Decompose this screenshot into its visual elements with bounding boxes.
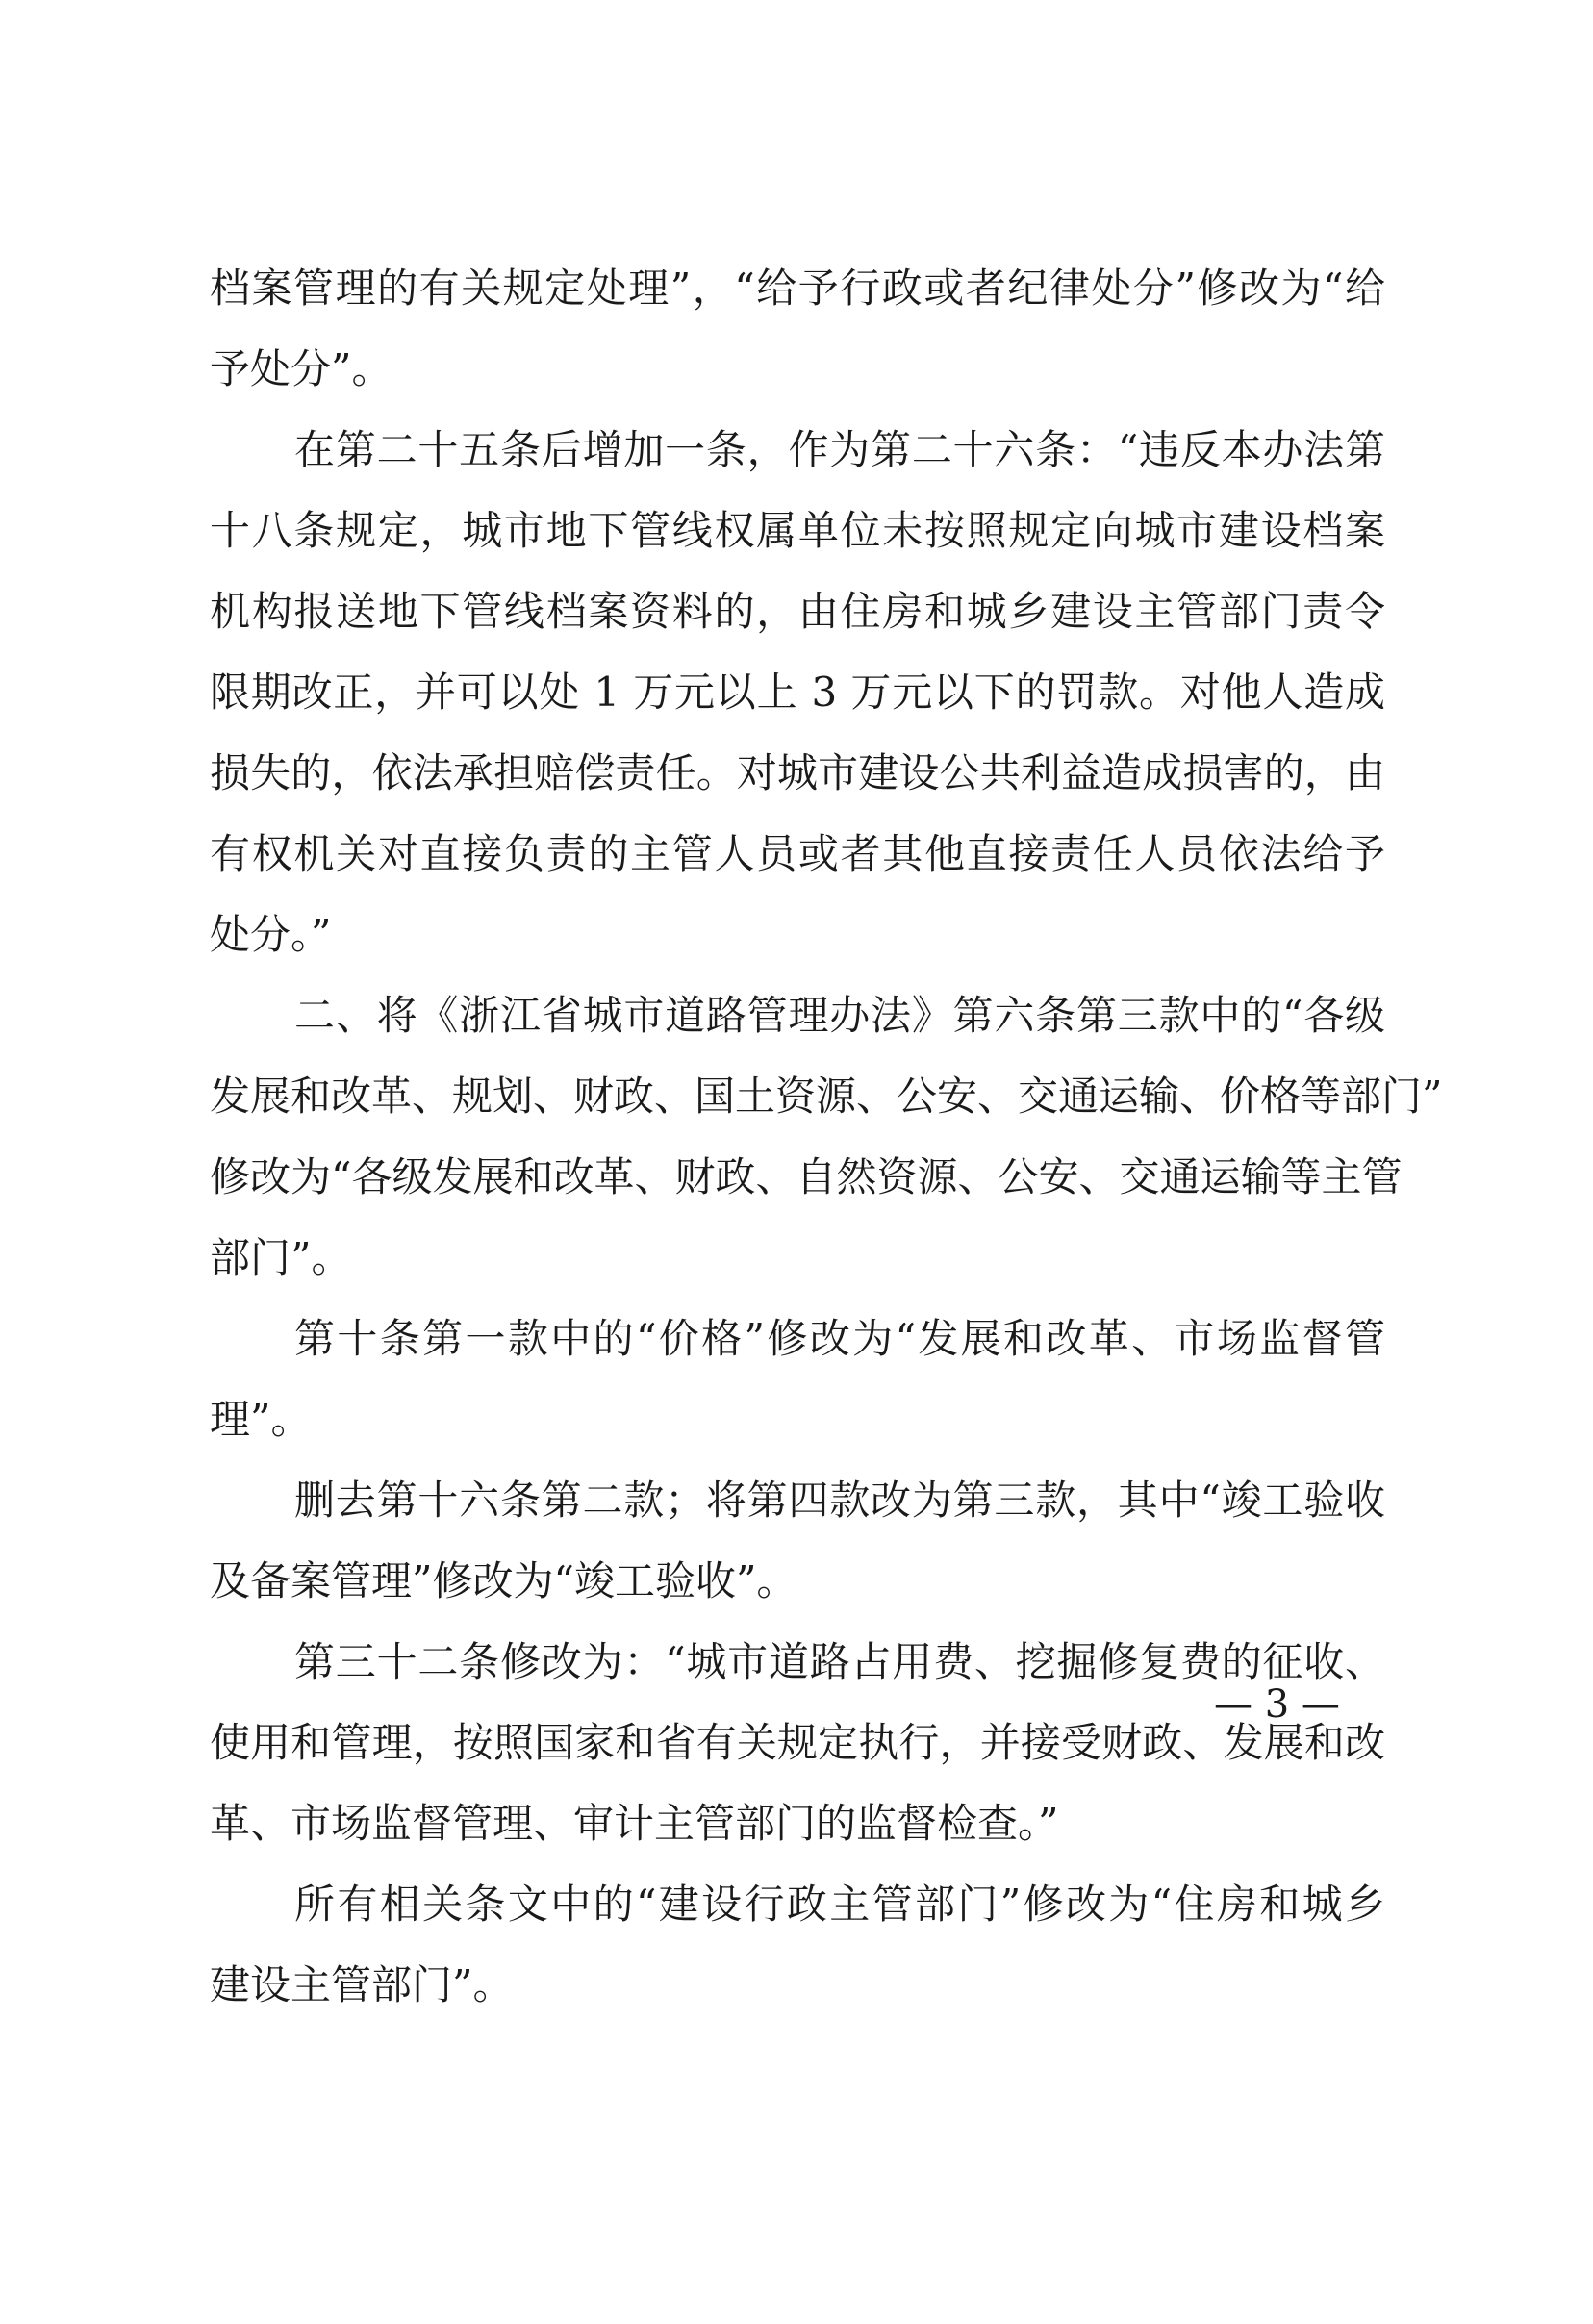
- text-line: 档案管理的有关规定处理”，“给予行政或者纪律处分”修改为“给: [210, 265, 1385, 312]
- text-line: 所有相关条文中的“建设行政主管部门”修改为“住房和城乡: [294, 1881, 1385, 1928]
- text-line: 十八条规定，城市地下管线权属单位未按照规定向城市建设档案: [210, 507, 1385, 554]
- text-line: 删去第十六条第二款；将第四款改为第三款，其中“竣工验收: [294, 1477, 1385, 1524]
- text-line: 部门”。: [210, 1234, 352, 1281]
- text-line: 予处分”。: [210, 345, 392, 392]
- text-line: 建设主管部门”。: [210, 1961, 514, 2008]
- text-line: 发展和改革、规划、财政、国土资源、公安、交通运输、价格等部门”: [210, 1073, 1443, 1120]
- text-line: 第三十二条修改为：“城市道路占用费、挖掘修复费的征收、: [294, 1638, 1385, 1685]
- text-line: 革、市场监督管理、审计主管部门的监督检查。”: [210, 1800, 1059, 1847]
- body-text: [210, 248, 1443, 2026]
- text-line: 在第二十五条后增加一条，作为第二十六条：“违反本办法第: [294, 426, 1385, 473]
- text-line: 修改为“各级发展和改革、财政、自然资源、公安、交通运输等主管: [210, 1153, 1403, 1200]
- text-line: 损失的，依法承担赔偿责任。对城市建设公共利益造成损害的，由: [210, 749, 1385, 796]
- text-line: 使用和管理，按照国家和省有关规定执行，并接受财政、发展和改: [210, 1719, 1385, 1766]
- text-line: 限期改正，并可以处 1 万元以上 3 万元以下的罚款。对他人造成: [210, 669, 1385, 716]
- text-line: 机构报送地下管线档案资料的，由住房和城乡建设主管部门责令: [210, 588, 1385, 635]
- text-line: 及备案管理”修改为“竣工验收”。: [210, 1557, 797, 1604]
- text-line: 第十条第一款中的“价格”修改为“发展和改革、市场监督管: [294, 1315, 1385, 1362]
- text-line: 处分。”: [210, 911, 332, 958]
- page-number: — 3 —: [1214, 1682, 1340, 1727]
- text-line: 理”。: [210, 1396, 312, 1443]
- text-line: 有权机关对直接负责的主管人员或者其他直接责任人员依法给予: [210, 830, 1385, 877]
- text-line: 二、将《浙江省城市道路管理办法》第六条第三款中的“各级: [294, 992, 1385, 1039]
